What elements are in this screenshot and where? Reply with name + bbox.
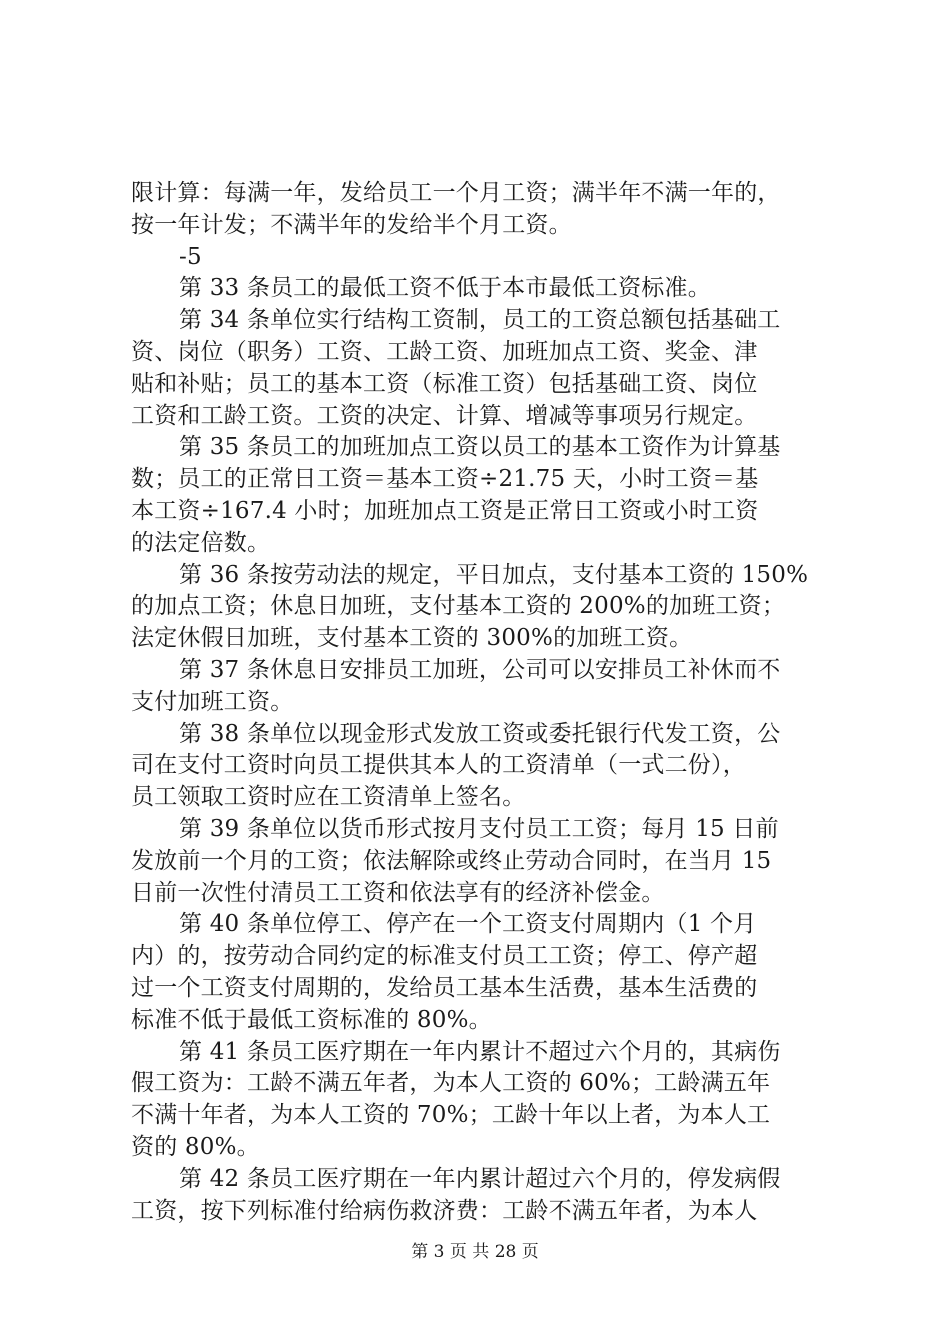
text-line: 第 40 条单位停工、停产在一个工资支付周期内（1 个月 — [179, 911, 757, 938]
text-line: 第 39 条单位以货币形式按月支付员工工资；每月 15 日前 — [179, 815, 779, 842]
text-line: 支付加班工资。 — [131, 688, 294, 715]
document-body — [131, 178, 831, 1227]
text-line: 的法定倍数。 — [131, 529, 271, 556]
text-line: 工资，按下列标准付给病伤救济费：工龄不满五年者，为本人 — [131, 1197, 758, 1224]
page-footer: 第 3 页 共 28 页 — [411, 1242, 539, 1262]
text-line: 本工资÷167.4 小时；加班加点工资是正常日工资或小时工资 — [131, 497, 759, 524]
text-line: 不满十年者，为本人工资的 70%；工龄十年以上者，为本人工 — [131, 1102, 771, 1129]
text-line: 数；员工的正常日工资＝基本工资÷21.75 天，小时工资＝基 — [131, 466, 759, 493]
text-line: 第 36 条按劳动法的规定，平日加点，支付基本工资的 150% — [179, 561, 809, 588]
text-line: 司在支付工资时向员工提供其本人的工资清单（一式二份）， — [131, 752, 746, 779]
text-line: 第 38 条单位以现金形式发放工资或委托银行代发工资，公 — [179, 720, 781, 747]
text-line: 资的 80%。 — [131, 1133, 260, 1160]
text-line: 第 35 条员工的加班加点工资以员工的基本工资作为计算基 — [179, 434, 781, 461]
text-line: 第 41 条员工医疗期在一年内累计不超过六个月的，其病伤 — [179, 1038, 781, 1065]
text-line: 过一个工资支付周期的，发给员工基本生活费，基本生活费的 — [131, 974, 758, 1001]
text-line: 员工领取工资时应在工资清单上签名。 — [131, 784, 526, 811]
text-line: 标准不低于最低工资标准的 80%。 — [131, 1006, 492, 1033]
text-line: 法定休假日加班，支付基本工资的 300%的加班工资。 — [131, 625, 693, 652]
text-line: 假工资为：工龄不满五年者，为本人工资的 60%；工龄满五年 — [131, 1070, 771, 1097]
text-line: -5 — [179, 243, 202, 270]
text-line: 第 33 条员工的最低工资不低于本市最低工资标准。 — [179, 275, 711, 302]
text-line: 按一年计发；不满半年的发给半个月工资。 — [131, 211, 572, 238]
text-line: 的加点工资；休息日加班，支付基本工资的 200%的加班工资； — [131, 593, 786, 620]
text-line: 工资和工龄工资。工资的决定、计算、增减等事项另行规定。 — [131, 402, 758, 429]
text-line: 日前一次性付清员工工资和依法享有的经济补偿金。 — [131, 879, 665, 906]
text-line: 贴和补贴；员工的基本工资（标准工资）包括基础工资、岗位 — [131, 370, 758, 397]
text-line: 第 37 条休息日安排员工加班，公司可以安排员工补休而不 — [179, 656, 781, 683]
text-line: 第 34 条单位实行结构工资制，员工的工资总额包括基础工 — [179, 307, 781, 334]
text-line: 内）的，按劳动合同约定的标准支付员工工资；停工、停产超 — [131, 943, 758, 970]
text-line: 资、岗位（职务）工资、工龄工资、加班加点工资、奖金、津 — [131, 338, 758, 365]
text-line: 限计算：每满一年，发给员工一个月工资；满半年不满一年的， — [131, 180, 781, 206]
text-line: 发放前一个月的工资；依法解除或终止劳动合同时，在当月 15 — [131, 847, 772, 874]
text-line: 第 42 条员工医疗期在一年内累计超过六个月的，停发病假 — [179, 1165, 781, 1192]
